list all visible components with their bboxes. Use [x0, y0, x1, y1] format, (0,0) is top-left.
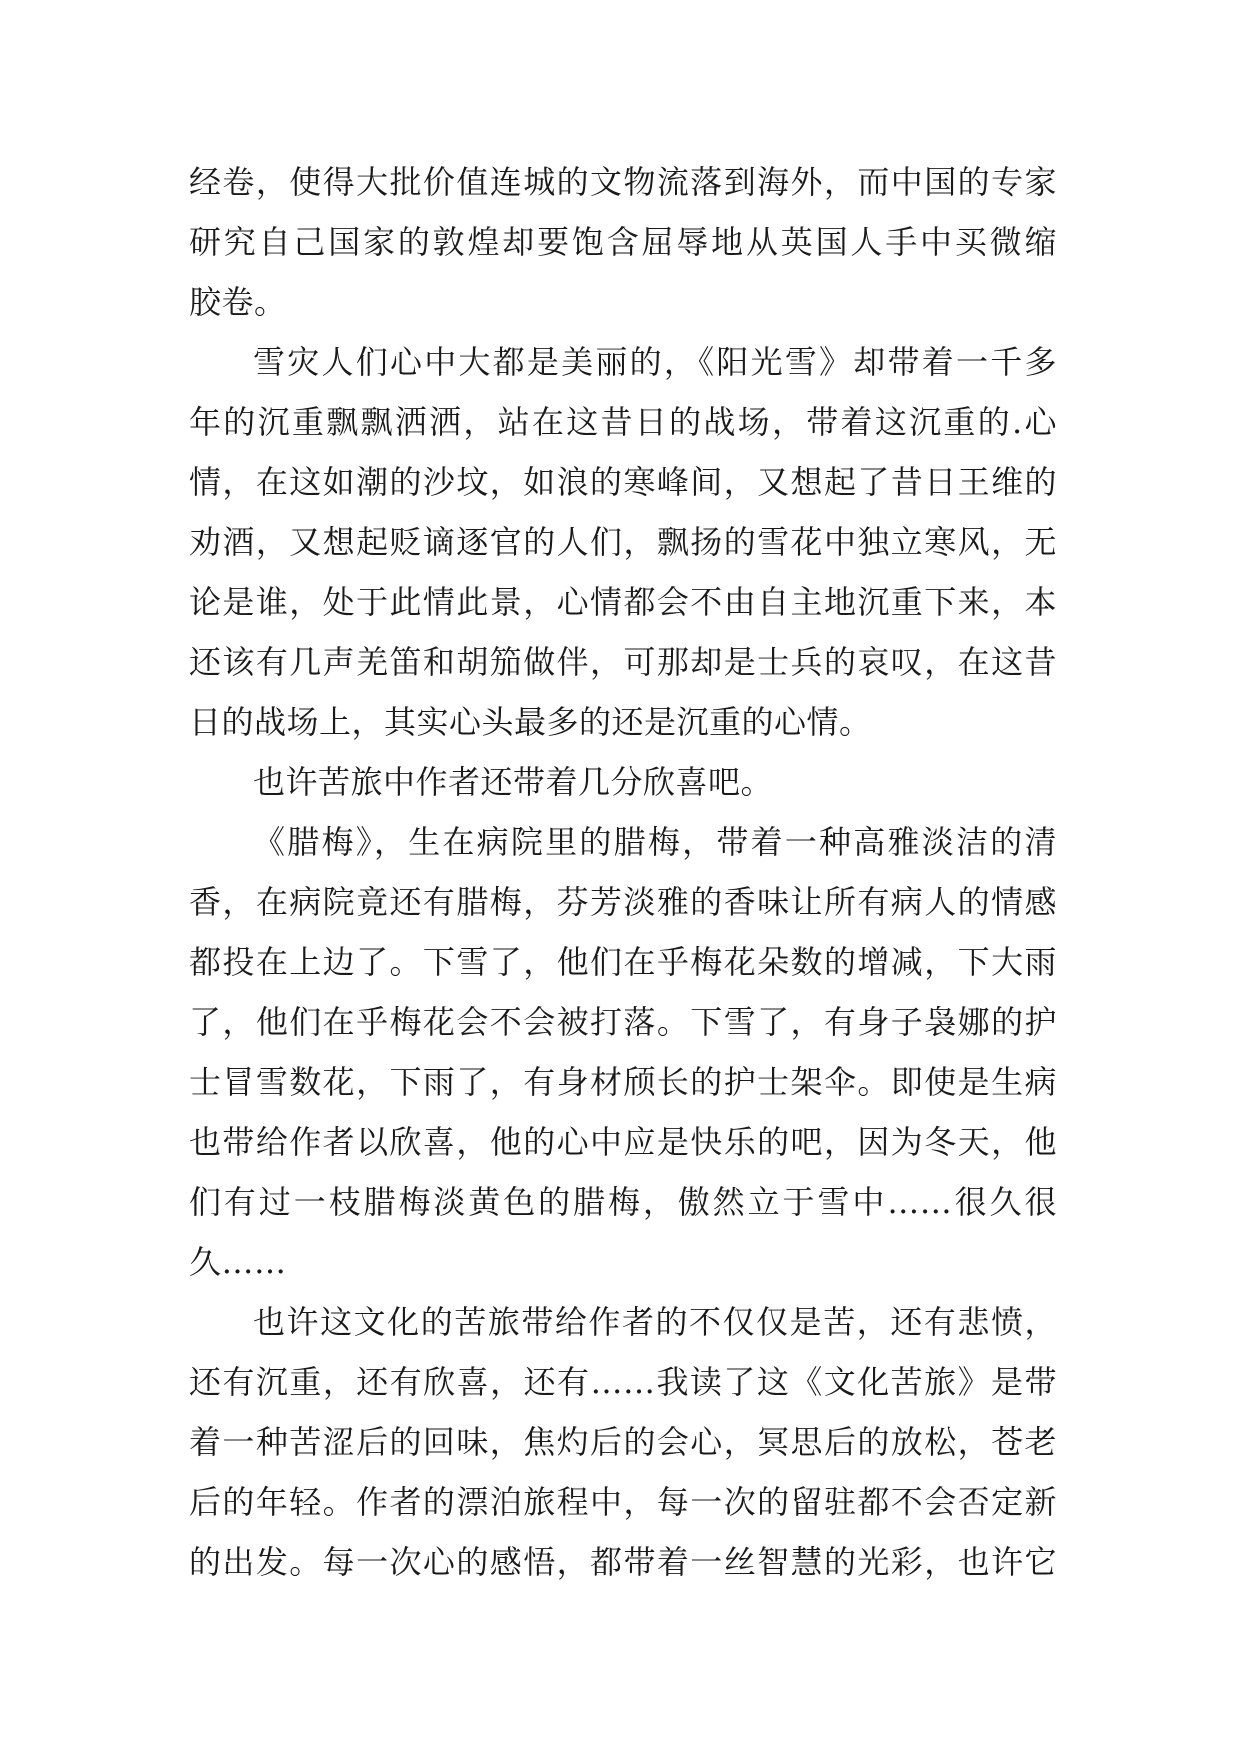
text-line: 也带给作者以欣喜，他的心中应是快乐的吧，因为冬天，他 [189, 1123, 1057, 1161]
text-line: 也许苦旅中作者还带着几分欣喜吧。 [253, 763, 774, 801]
text-line: 还有沉重，还有欣喜，还有……我读了这《文化苦旅》是带 [189, 1363, 1057, 1401]
text-line: 经卷，使得大批价值连城的文物流落到海外，而中国的专家 [189, 163, 1057, 201]
text-line: 都投在上边了。下雪了，他们在乎梅花朵数的增减，下大雨 [189, 943, 1057, 981]
text-line: 了，他们在乎梅花会不会被打落。下雪了，有身子袅娜的护 [189, 1003, 1057, 1041]
text-line: 后的年轻。作者的漂泊旅程中，每一次的留驻都不会否定新 [189, 1483, 1057, 1521]
text-line: 香，在病院竟还有腊梅，芬芳淡雅的香味让所有病人的情感 [189, 883, 1057, 921]
text-line: 士冒雪数花，下雨了，有身材颀长的护士架伞。即使是生病 [189, 1063, 1057, 1101]
text-line: 着一种苦涩后的回味，焦灼后的会心，冥思后的放松，苍老 [189, 1423, 1057, 1461]
text-line: 研究自己国家的敦煌却要饱含屈辱地从英国人手中买微缩 [189, 223, 1057, 261]
text-line: 们有过一枝腊梅淡黄色的腊梅，傲然立于雪中……很久很 [189, 1183, 1057, 1221]
text-line: 日的战场上，其实心头最多的还是沉重的心情。 [189, 703, 872, 741]
text-line: 也许这文化的苦旅带给作者的不仅仅是苦，还有悲愤， [253, 1303, 1057, 1341]
text-line: 《腊梅》，生在病院里的腊梅，带着一种高雅淡洁的清 [253, 823, 1057, 861]
text-line: 劝酒，又想起贬谪逐官的人们，飘扬的雪花中独立寒风，无 [189, 523, 1057, 561]
text-line: 久…… [189, 1243, 287, 1281]
text-line: 情，在这如潮的沙坟，如浪的寒峰间，又想起了昔日王维的 [189, 463, 1057, 501]
text-line: 胶卷。 [189, 283, 287, 321]
text-line: 还该有几声羌笛和胡笳做伴，可那却是士兵的哀叹，在这昔 [189, 643, 1057, 681]
text-line: 的出发。每一次心的感悟，都带着一丝智慧的光彩，也许它 [189, 1543, 1057, 1581]
text-line: 年的沉重飘飘洒洒，站在这昔日的战场，带着这沉重的.心 [189, 403, 1057, 441]
text-line: 雪灾人们心中大都是美丽的，《阳光雪》却带着一千多 [253, 343, 1057, 381]
text-line: 论是谁，处于此情此景，心情都会不由自主地沉重下来，本 [189, 583, 1057, 621]
body-text [189, 152, 1057, 1592]
